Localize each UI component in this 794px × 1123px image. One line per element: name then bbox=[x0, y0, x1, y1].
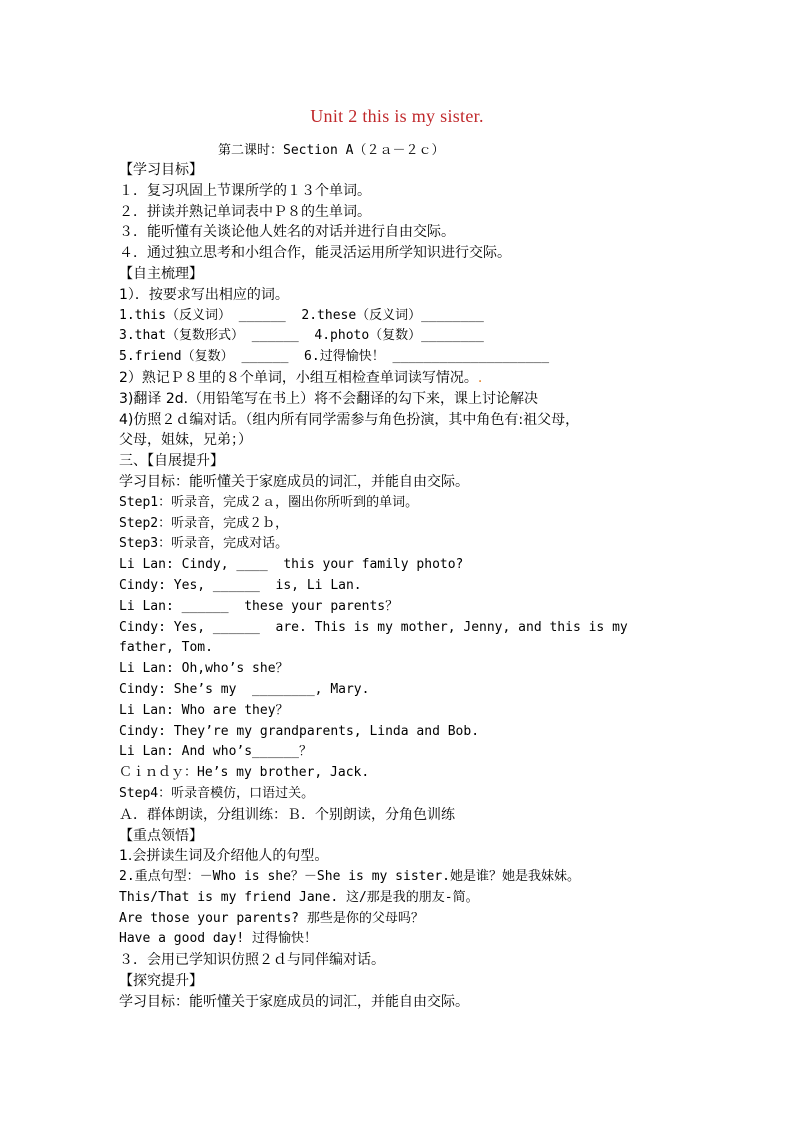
text-line-content: 【探究提升】 bbox=[119, 973, 203, 990]
document-subtitle: 第二课时：Section A（２ａ－２ｃ） bbox=[218, 143, 445, 158]
text-line-content: Cindy: They’re my grandparents, Linda and Bob. bbox=[119, 723, 480, 739]
text-line-content: 5.friend（复数） ______ 6.过得愉快！ ____________________ bbox=[119, 349, 550, 365]
text-line-content: 1.会拼读生词及介绍他人的句型。 bbox=[119, 848, 329, 865]
text-line bbox=[119, 929, 689, 950]
text-line-content: １．复习巩固上节课所学的１３个单词。 bbox=[119, 182, 371, 199]
text-line bbox=[119, 576, 689, 597]
text-line bbox=[119, 534, 689, 555]
text-line bbox=[119, 243, 689, 264]
text-line bbox=[119, 430, 689, 451]
text-line bbox=[119, 472, 689, 493]
text-line-content: Step1：听录音，完成２ａ，圈出你所听到的单词。 bbox=[119, 494, 419, 510]
text-line bbox=[119, 202, 689, 223]
text-line-content: ２．拼读并熟记单词表中Ｐ８的生单词。 bbox=[119, 203, 371, 220]
text-line bbox=[119, 451, 689, 472]
document-title: Unit 2 this is my sister. bbox=[310, 106, 484, 126]
text-line-content: Are those your parents? 那些是你的父母吗？ bbox=[119, 910, 424, 926]
text-line bbox=[119, 347, 689, 368]
text-line bbox=[119, 493, 689, 514]
text-line-content: Ｃｉｎｄｙ：He’s my brother, Jack. bbox=[119, 765, 370, 781]
text-line bbox=[119, 514, 689, 535]
text-line-content: Cindy: Yes, ______ are. This is my mother, Jenny, and this is my bbox=[119, 619, 628, 635]
text-line-content: 三、【自展提升】 bbox=[119, 453, 224, 470]
text-line bbox=[119, 389, 689, 410]
text-line-content: father, Tom. bbox=[119, 640, 213, 656]
text-line-content: Li Lan: ______ these your parents？ bbox=[119, 598, 399, 614]
text-line bbox=[119, 950, 689, 971]
text-line bbox=[119, 867, 689, 888]
text-line-content: Ａ．群体朗读，分组训练：Ｂ．个别朗读，分角色训练 bbox=[119, 806, 455, 823]
text-line-content: ４．通过独立思考和小组合作，能灵活运用所学知识进行交际。 bbox=[119, 245, 511, 262]
text-line bbox=[119, 618, 689, 639]
text-line-content: 【学习目标】 bbox=[119, 162, 203, 178]
text-line bbox=[119, 285, 689, 306]
text-line-content: Step2：听录音，完成２ｂ， bbox=[119, 515, 289, 531]
text-line bbox=[119, 181, 689, 202]
text-line bbox=[119, 264, 689, 285]
text-line-content: 3.that（复数形式） ______ 4.photo（复数）________ bbox=[119, 328, 484, 344]
text-line-content: 1）．按要求写出相应的词。 bbox=[119, 286, 289, 303]
mark-dot: . bbox=[477, 369, 483, 386]
text-line-content: Li Lan: And who’s______？ bbox=[119, 744, 313, 760]
text-line-content: ３．能听懂有关谈论他人姓名的对话并进行自由交际。 bbox=[119, 224, 455, 241]
text-line bbox=[119, 846, 689, 867]
text-line bbox=[119, 368, 689, 389]
text-line-content: 2）熟记Ｐ８里的８个单词，小组互相检查单词读写情况。 bbox=[119, 369, 478, 386]
text-line bbox=[119, 763, 689, 784]
text-line bbox=[119, 555, 689, 576]
text-line-content: Have a good day! 过得愉快！ bbox=[119, 931, 318, 947]
text-line bbox=[119, 638, 689, 659]
text-line-content: 1.this（反义词） ______ 2.these（反义词）________ bbox=[119, 307, 484, 323]
text-line bbox=[119, 160, 689, 181]
text-line-content: Li Lan: Who are they？ bbox=[119, 702, 289, 718]
text-line bbox=[119, 805, 689, 826]
text-line bbox=[119, 888, 689, 909]
text-line bbox=[119, 701, 689, 722]
text-line bbox=[119, 992, 689, 1013]
text-line-content: Li Lan: Cindy, ____ this your family photo? bbox=[119, 557, 464, 573]
text-line bbox=[119, 410, 689, 431]
text-line-content: This/That is my friend Jane. 这/那是我的朋友-简。 bbox=[119, 889, 479, 905]
text-line-content: Li Lan: Oh,who’s she？ bbox=[119, 661, 289, 677]
text-line bbox=[119, 784, 689, 805]
text-line-content: 3)翻译 2d.（用铅笔写在书上）将不会翻译的勾下来，课上讨论解决 bbox=[119, 390, 539, 407]
text-line-content: 2.重点句型：－Who is she？－She is my sister.她是谁？她是我妹妹。 bbox=[119, 869, 580, 885]
document-body bbox=[119, 160, 689, 1013]
text-line-content: Step4：听录音模仿，口语过关。 bbox=[119, 785, 315, 801]
text-line-content: Cindy: Yes, ______ is, Li Lan. bbox=[119, 577, 362, 593]
text-line bbox=[119, 222, 689, 243]
text-line-content: 【重点领悟】 bbox=[119, 827, 203, 844]
text-line bbox=[119, 597, 689, 618]
text-line-content: 学习目标：能听懂关于家庭成员的词汇，并能自由交际。 bbox=[119, 993, 469, 1010]
text-line-content: Step3：听录音，完成对话。 bbox=[119, 536, 289, 552]
text-line bbox=[119, 909, 689, 930]
text-line bbox=[119, 742, 689, 763]
text-line bbox=[119, 680, 689, 701]
text-line-content: Cindy: She’s my ________, Mary. bbox=[119, 681, 370, 697]
text-line bbox=[119, 722, 689, 743]
text-line bbox=[119, 306, 689, 327]
text-line-content: 【自主梳理】 bbox=[119, 265, 203, 282]
text-line-content: 学习目标：能听懂关于家庭成员的词汇，并能自由交际。 bbox=[119, 473, 469, 490]
text-line-content: 父母，姐妹，兄弟；） bbox=[119, 432, 252, 449]
text-line-content: ３．会用已学知识仿照２ｄ与同伴编对话。 bbox=[119, 952, 385, 969]
text-line bbox=[119, 326, 689, 347]
text-line bbox=[119, 659, 689, 680]
text-line bbox=[119, 826, 689, 847]
text-line-content: 4)仿照２ｄ编对话。（组内所有同学需参与角色扮演，其中角色有:祖父母， bbox=[119, 411, 580, 428]
text-line bbox=[119, 971, 689, 992]
